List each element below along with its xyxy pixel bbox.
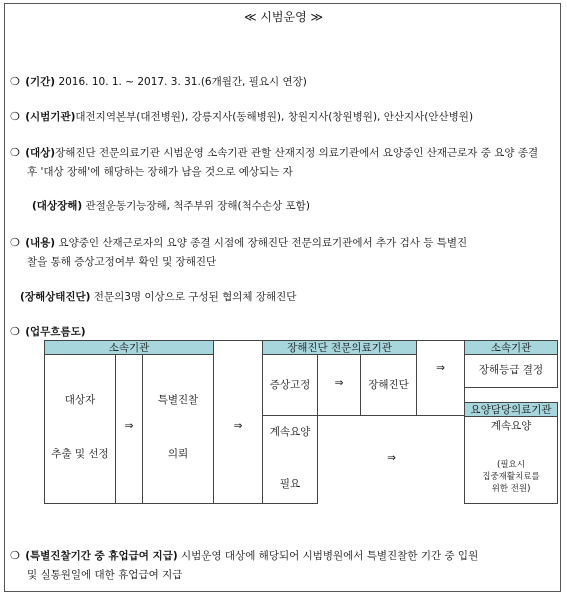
- target-disability-text: 관절운동기능장해, 척주부위 장해(척수손상 포함): [82, 200, 310, 212]
- target-text-line1: 장해진단 전문의료기관 시범운영 소속기관 관할 산재지정 의료기관에서 요양중인 산재근로자 중 요양 종결: [55, 147, 539, 159]
- step-note-line2: 집중재활치료를: [482, 472, 540, 482]
- institutions-paragraph: [10, 107, 555, 127]
- step-target-line2: 추출 및 선정: [51, 448, 109, 460]
- step-note-line3: 위한 전원): [491, 484, 531, 494]
- institutions-text: 대전지역본부(대전병원), 강릉지사(동해병원), 창원지사(창원병원), 안산지사(안산병원): [75, 111, 474, 123]
- step-care: 계속요양: [490, 420, 532, 432]
- box-target-selection: [44, 354, 116, 504]
- circle-bullet-icon: ❍: [10, 325, 20, 338]
- target-label: (대상): [25, 147, 56, 159]
- circle-bullet-icon: ❍: [10, 236, 20, 249]
- arrow-right-icon: ⇒: [436, 362, 445, 374]
- circle-bullet-icon: ❍: [10, 549, 20, 562]
- target-text-line2: 후 '대상 장해'에 해당하는 장해가 남을 것으로 예상되는 자: [27, 166, 293, 178]
- step-continue-line2: 필요: [279, 478, 301, 490]
- circle-bullet-icon: ❍: [10, 110, 20, 123]
- step-request-line1: 특별진찰: [157, 394, 199, 406]
- disability-diagnosis-line: [20, 289, 296, 304]
- leave-pay-paragraph: [10, 546, 555, 585]
- leave-pay-text-line2: 및 실통원일에 대한 휴업급여 지급: [27, 569, 183, 581]
- box-special-request: [142, 354, 214, 504]
- box-arrow-4: [416, 340, 465, 416]
- content-text-line2: 찰을 통해 증상고정여부 확인 및 장해진단: [27, 256, 217, 268]
- header-specialist: 장해진단 전문의료기관: [262, 340, 417, 355]
- disability-diagnosis-text: 전문의3명 이상으로 구성된 협의체 장해진단: [90, 291, 297, 303]
- content-text-line1: 요양중인 산재근로자의 요양 종결 시점에 장해진단 전문의료기관에서 추가 검사 등 특별진: [55, 237, 468, 249]
- step-diagnosis: 장해진단: [368, 379, 409, 391]
- arrow-right-icon: ⇒: [334, 377, 344, 389]
- target-disability-line: [32, 198, 310, 213]
- arrow-right-icon: ⇒: [124, 420, 134, 432]
- workflow-heading: [10, 322, 555, 342]
- period-label: (기간): [25, 76, 56, 88]
- institutions-label: (시범기관): [25, 111, 76, 123]
- step-note-line1: (필요시: [497, 460, 525, 470]
- step-continue-line1: 계속요양: [269, 426, 311, 438]
- disability-diagnosis-label: (장해상태진단): [20, 291, 91, 303]
- content-label: (내용): [25, 237, 56, 249]
- circle-bullet-icon: ❍: [10, 75, 20, 88]
- header-care-institution: 요양담당의료기관: [464, 402, 558, 417]
- leave-pay-label: (특별진찰기간 중 휴업급여 지급): [25, 550, 178, 562]
- content-paragraph: [10, 233, 555, 272]
- header-branch-left: 소속기관: [44, 340, 214, 355]
- header-branch-right: 소속기관: [464, 340, 558, 355]
- step-fixed: 증상고정: [269, 379, 311, 391]
- page-title: ≪ 시범운영 ≫: [243, 10, 324, 24]
- step-grade: 장해등급 결정: [478, 364, 544, 376]
- arrow-right-icon: ⇒: [387, 452, 396, 464]
- workflow-label: (업무흐름도): [25, 326, 86, 338]
- period-paragraph: [10, 72, 555, 92]
- step-target-line1: 대상자: [64, 394, 96, 406]
- target-disability-label: (대상장해): [32, 200, 83, 212]
- target-paragraph: [10, 143, 555, 182]
- period-text: 2016. 10. 1. ~ 2017. 3. 31.(6개월간, 필요시 연장): [55, 76, 307, 88]
- leave-pay-text-line1: 시범운영 대상에 해당되어 시범병원에서 특별진찰한 기간 중 입원: [177, 550, 479, 562]
- arrow-right-icon: ⇒: [233, 420, 243, 432]
- step-request-line2: 의뢰: [167, 448, 189, 460]
- circle-bullet-icon: ❍: [10, 146, 20, 159]
